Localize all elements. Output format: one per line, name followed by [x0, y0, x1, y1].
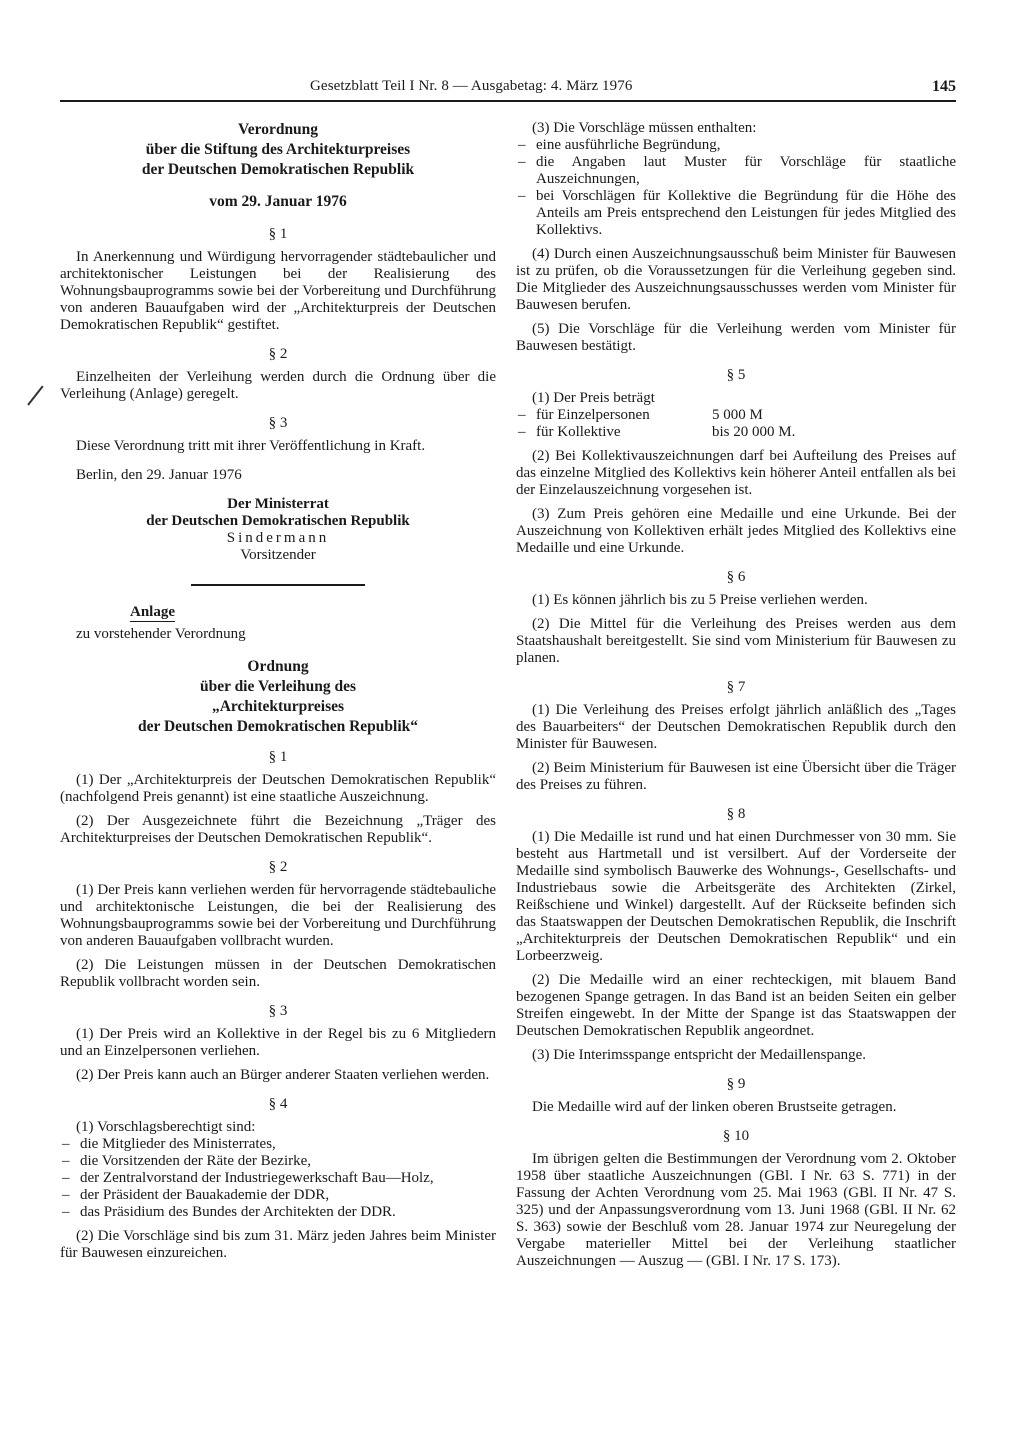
paragraph: (2) Der Preis kann auch an Bürger anderer Staaten verliehen werden. [76, 1067, 490, 1083]
paragraph: (2) Beim Ministerium für Bauwesen ist eine Übersicht über die Träger des Preises zu führen. [516, 760, 956, 793]
place-date: Berlin, den 29. Januar 1976 [76, 467, 242, 483]
paragraph: (2) Die Leistungen müssen in der Deutschen Demokratischen Republik vollbracht worden sein. [60, 957, 496, 990]
anlage-subtitle: zu vorstehender Verordnung [76, 626, 246, 642]
list-item: – der Zentralvorstand der Industriegewerkschaft Bau—Holz, [60, 1170, 496, 1187]
list-item: – das Präsidium des Bundes der Architekten der DDR. [60, 1204, 496, 1221]
paragraph: (2) Der Ausgezeichnete führt die Bezeichnung „Träger des Architekturpreises der Deutschen Demokratischen Republik“. [60, 813, 496, 846]
list-item: – die Angaben laut Muster für Vorschläge für staatliche Auszeichnungen, [516, 154, 956, 188]
separator-rule [191, 584, 365, 586]
paragraph: (1) Der „Architekturpreis der Deutschen Demokratischen Republik“ (nachfolgend Preis genannt) ist eine staatliche Auszeichnung. [60, 772, 496, 805]
paragraph: (1) Der Preis beträgt [532, 390, 655, 406]
section-heading: § 4 [268, 1096, 288, 1112]
ordnung-title-line: der Deutschen Demokratischen Republik“ [137, 718, 418, 735]
section-text: Diese Verordnung tritt mit ihrer Veröffentlichung in Kraft. [76, 438, 426, 454]
anlage-label: Anlage [130, 604, 175, 620]
paragraph: (2) Die Mittel für die Verleihung des Preises werden aus dem Staatshaushalt bereitgestellt. Sie sind vom Ministerium für Bauwesen zu planen. [516, 616, 956, 666]
section-heading: § 6 [726, 569, 746, 585]
page-header [60, 78, 956, 102]
section-heading: § 1 [268, 226, 288, 242]
section-text: Einzelheiten der Verleihung werden durch die Ordnung über die Verleihung (Anlage) geregelt. [60, 369, 496, 402]
section-heading: § 8 [726, 806, 746, 822]
list-item: – eine ausführliche Begründung, [516, 137, 956, 154]
section-heading: § 10 [722, 1128, 750, 1144]
ordnung-title [60, 657, 496, 737]
left-column [60, 120, 496, 1262]
amount-row [516, 424, 956, 441]
running-title: Gesetzblatt Teil I Nr. 8 — Ausgabetag: 4. März 1976 [310, 78, 633, 94]
paragraph: Im übrigen gelten die Bestimmungen der Verordnung vom 2. Oktober 1958 über staatliche Auszeichnungen (GBl. I Nr. 63 S. 771) in der Fassung der Achten Verordnung vom 25. Mai 1963 (GBl. II Nr. 47 S. 325) und der Anpassungsverordnung vom 13. Juni 1968 (GBl. II Nr. 62 S. 363) sowie der Beschluß vom 28. Januar 1974 zur Neuregelung der Vergabe materieller Mittel bei der Verleihung staatlicher Auszeichnungen — Auszug — (GBl. I Nr. 17 S. 173). [516, 1151, 956, 1269]
paragraph: (3) Die Vorschläge müssen enthalten: [532, 120, 757, 136]
paragraph: (5) Die Vorschläge für die Verleihung werden vom Minister für Bauwesen bestätigt. [516, 321, 956, 354]
paragraph: (3) Zum Preis gehören eine Medaille und eine Urkunde. Bei der Auszeichnung von Kollektiven erhält jedes Mitglied des Kollektivs eine Medaille und eine Urkunde. [516, 506, 956, 556]
section-heading: § 9 [726, 1076, 746, 1092]
paragraph: Die Medaille wird auf der linken oberen Brustseite getragen. [532, 1099, 897, 1115]
decree-title [60, 120, 496, 180]
section-heading: § 1 [268, 749, 288, 765]
amount-row [516, 407, 956, 424]
paragraph: (2) Die Vorschläge sind bis zum 31. März jeden Jahres beim Minister für Bauwesen einzureichen. [60, 1228, 496, 1261]
section-heading: § 7 [726, 679, 746, 695]
amount-value: 5 000 M [712, 407, 763, 423]
right-column [516, 120, 956, 1270]
amount-value: bis 20 000 M. [712, 424, 796, 440]
list-item: – die Vorsitzenden der Räte der Bezirke, [60, 1153, 496, 1170]
amount-label: – für Einzelpersonen [536, 407, 650, 423]
section-text: In Anerkennung und Würdigung hervorragender städtebaulicher und architektonischer Leistungen bei der Realisierung des Wohnungsbauprogramms sowie bei der Vorbereitung und Durchführung von anderen Bauaufgaben wird der „Architekturpreis der Deutschen Demokratischen Republik“ gestiftet. [60, 249, 496, 333]
paragraph: (1) Vorschlagsberechtigt sind: [76, 1119, 256, 1135]
section-heading: § 3 [268, 415, 288, 431]
signatory-block [60, 496, 496, 530]
margin-pencil-mark [27, 385, 43, 405]
ordnung-title-line: Ordnung [247, 658, 309, 675]
section-heading: § 5 [726, 367, 746, 383]
paragraph: (1) Der Preis wird an Kollektive in der Regel bis zu 6 Mitgliedern und an Einzelpersonen verliehen. [60, 1026, 496, 1059]
section-heading: § 3 [268, 1003, 288, 1019]
page-number: 145 [932, 78, 956, 95]
decree-title-line: Verordnung [237, 121, 319, 138]
signatory-line: der Deutschen Demokratischen Republik [146, 513, 410, 529]
paragraph: (1) Die Verleihung des Preises erfolgt jährlich anläßlich des „Tages des Bauarbeiters“ der Deutschen Demokratischen Republik durch den Minister für Bauwesen. [516, 702, 956, 752]
list-item: – der Präsident der Bauakademie der DDR, [60, 1187, 496, 1204]
signer-name: Sindermann [226, 530, 330, 546]
list-item: – die Mitglieder des Ministerrates, [60, 1136, 496, 1153]
paragraph: (2) Bei Kollektivauszeichnungen darf bei Aufteilung des Preises auf das einzelne Mitglied des Kollektivs kein höherer Anteil entfallen als bei der Einzelauszeichnung vorgesehen ist. [516, 448, 956, 498]
decree-title-line: über die Stiftung des Architekturpreises [145, 141, 411, 158]
signatory-line: Der Ministerrat [227, 496, 329, 512]
paragraph: (4) Durch einen Auszeichnungsausschuß beim Minister für Bauwesen ist zu prüfen, ob die Voraussetzungen für die Verleihung gegeben sind. Die Mitglieder des Auszeichnungsausschusses werden vom Minister für Bauwesen berufen. [516, 246, 956, 313]
ordnung-title-line: „Architekturpreises [211, 698, 345, 715]
signer-title: Vorsitzender [240, 547, 316, 563]
ordnung-title-line: über die Verleihung des [199, 678, 357, 695]
paragraph: (3) Die Interimsspange entspricht der Medaillenspange. [532, 1047, 867, 1063]
paragraph: (1) Die Medaille ist rund und hat einen Durchmesser von 30 mm. Sie besteht aus Hartmetall und ist versilbert. Auf der Vorderseite der Medaille sind symbolisch Bauwerke des Wohnungs-, Gesellschafts- und Industriebaus sowie die Arbeitsgeräte des Architekten (Zirkel, Reißschiene und Winkel) dargestellt. Auf der Rückseite befinden sich das Staatswappen der Deutschen Demokratischen Republik, die Inschrift „Architekturpreis der Deutschen Demokratischen Republik“ und ein Lorbeerzweig. [516, 829, 956, 964]
paragraph: (1) Es können jährlich bis zu 5 Preise verliehen werden. [532, 592, 868, 608]
decree-title-line: der Deutschen Demokratischen Republik [141, 161, 415, 178]
section-heading: § 2 [268, 859, 288, 875]
decree-date: vom 29. Januar 1976 [209, 193, 347, 210]
list-item: – bei Vorschlägen für Kollektive die Begründung für die Höhe des Anteils am Preis entsprechend den Leistungen für jedes Mitglied des Kollektivs. [516, 188, 956, 239]
section-heading: § 2 [268, 346, 288, 362]
paragraph: (2) Die Medaille wird an einer rechteckigen, mit blauem Band bezogenen Spange getragen. In das Band ist an beiden Seiten ein gelber Streifen eingewebt. In der Mitte der Spange ist das Staatswappen der Deutschen Demokratischen Republik angeordnet. [516, 972, 956, 1039]
paragraph: (1) Der Preis kann verliehen werden für hervorragende städtebauliche und architektonische Leistungen, die bei der Realisierung des Wohnungsbauprogramms sowie bei der Vorbereitung und Durchführung von anderen Bauaufgaben vollbracht wurden. [60, 882, 496, 949]
amount-label: – für Kollektive [536, 424, 621, 440]
